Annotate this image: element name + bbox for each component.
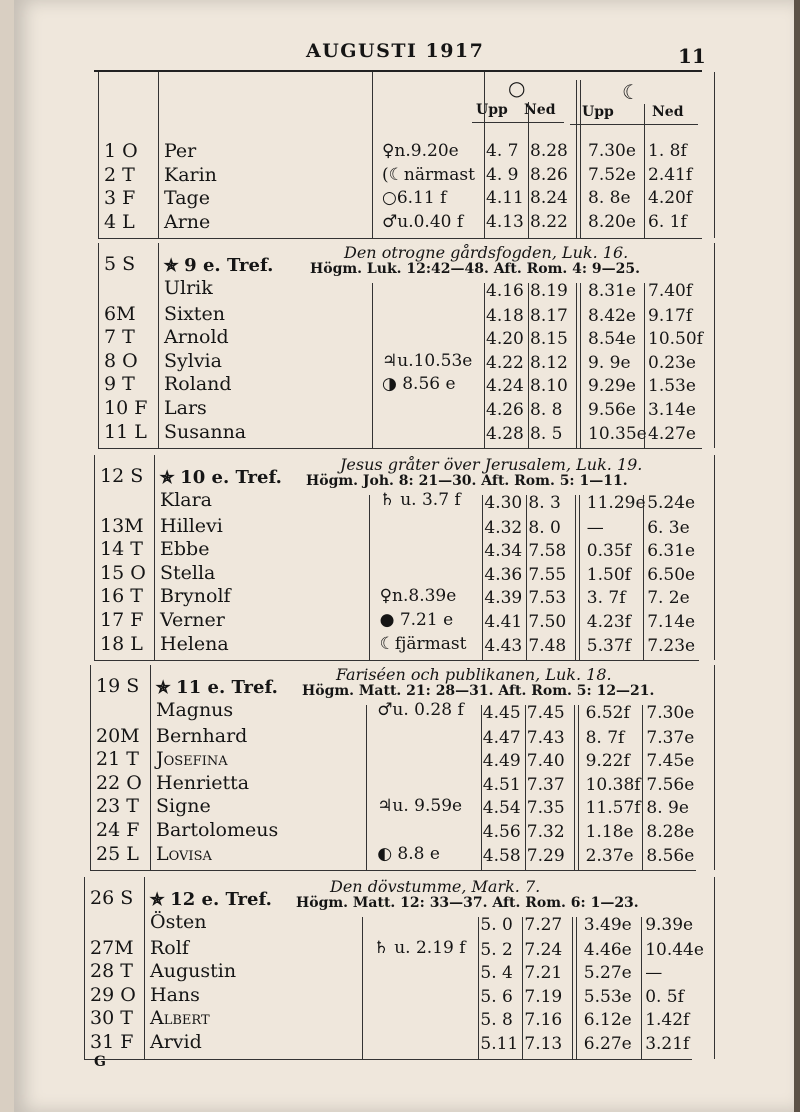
sun-rise: 4.24 <box>486 376 524 397</box>
day-date: 23 T <box>96 795 139 818</box>
week-rule <box>90 870 696 871</box>
moon-rise: 10.38f <box>585 774 641 795</box>
sun-set: 7.16 <box>524 1010 563 1031</box>
moon-set: 10.50f <box>648 329 703 350</box>
moon-rise: 8.31e <box>588 281 636 301</box>
sunday-label-text: 11 e. Tref. <box>176 677 278 698</box>
sunday-date: 12 S <box>100 465 144 487</box>
astro-note: ◑ 8.56 e <box>382 374 456 395</box>
sun-rise: 4.32 <box>484 517 523 538</box>
week-gospel-title: Den otrogne gårdsfogden, Luk. 16. <box>344 243 629 262</box>
name-day: Roland <box>164 373 232 396</box>
name-day: Albert <box>150 1007 210 1030</box>
name-day: Bartolomeus <box>156 819 279 841</box>
name-day: Arne <box>164 210 211 233</box>
moon-rise: 7.52e <box>588 164 636 185</box>
moon-set: 5.24e <box>647 493 696 513</box>
sunday-label <box>160 467 282 488</box>
day-date: 13M <box>100 514 144 537</box>
sunday-label <box>156 677 278 698</box>
name-day: Rolf <box>150 936 189 959</box>
right-border <box>714 243 715 448</box>
almanac-page <box>14 0 794 1112</box>
moon-rise: 5.27e <box>583 963 632 984</box>
moon-rise: 3. 7f <box>586 588 626 609</box>
name-day: Brynolf <box>160 585 231 608</box>
moon-set: — <box>645 963 663 984</box>
moon-rise: 1.18e <box>585 822 634 842</box>
sunday-label-text: 9 e. Tref. <box>184 255 274 276</box>
moon-set: 7.14e <box>647 612 696 632</box>
sun-mid-divider <box>528 283 529 448</box>
moon-set: 8. 9e <box>646 798 689 819</box>
day-date: 1 O <box>104 140 138 162</box>
name-day: Östen <box>150 911 207 933</box>
note-divider <box>372 72 373 238</box>
name-day: Hans <box>150 983 200 1006</box>
name-day: Magnus <box>156 699 234 721</box>
sun-rise: 5. 8 <box>480 1010 513 1031</box>
sunday-date: 19 S <box>96 675 140 697</box>
sun-up-header: Upp <box>476 102 508 118</box>
moon-divider-double <box>580 283 581 448</box>
footer-mark: G <box>94 1054 106 1070</box>
sun-set: 8.22 <box>530 211 568 232</box>
page-number: 11 <box>678 44 706 68</box>
sun-rise: 4. 9 <box>486 164 519 185</box>
moon-set: 1. 8f <box>648 141 687 161</box>
name-day: Hillevi <box>160 514 223 537</box>
moon-rise: 8.42e <box>588 305 636 326</box>
sun-set: 7.43 <box>526 727 565 748</box>
sun-set: 8.12 <box>530 352 568 373</box>
sun-set: 7.13 <box>524 1034 563 1054</box>
left-border <box>84 877 85 1059</box>
moon-divider <box>572 917 573 1059</box>
moon-rise: 9.29e <box>588 376 636 397</box>
moon-set: 9.17f <box>648 305 693 326</box>
sun-rise: 4.34 <box>484 541 523 562</box>
sun-down-header: Ned <box>524 102 556 118</box>
day-date: 21 T <box>96 748 139 771</box>
sun-rise: 4.41 <box>484 612 523 632</box>
date-name-divider <box>158 72 159 238</box>
moon-rise: 2.37e <box>585 845 634 866</box>
name-day: Per <box>164 140 197 162</box>
table-top-rule <box>94 70 702 72</box>
sun-rise: 4.49 <box>482 751 521 772</box>
moon-rise: 10.35e <box>588 423 647 444</box>
name-day: Lars <box>164 397 207 419</box>
moon-rise: 8.54e <box>588 329 636 350</box>
sun-set: 7.27 <box>524 915 563 935</box>
date-name-divider <box>154 455 155 660</box>
name-day: Tage <box>164 187 210 210</box>
moon-rise: 4.23f <box>586 612 631 632</box>
day-date: 25 L <box>96 842 139 865</box>
moon-set: 7.56e <box>646 774 695 795</box>
sun-set: 7.50 <box>528 612 567 632</box>
left-border <box>94 455 95 660</box>
week-readings: Högm. Matt. 21: 28—31. Aft. Rom. 5: 12—21. <box>302 683 655 699</box>
sun-rise: 4.20 <box>486 329 524 350</box>
moon-set: 6.31e <box>647 541 696 562</box>
moon-mid-divider <box>641 917 642 1059</box>
moon-set: 7.45e <box>646 751 695 772</box>
name-day: Henrietta <box>156 771 250 794</box>
sun-rise: 4.22 <box>486 352 524 373</box>
moon-set: 0.23e <box>648 352 696 373</box>
moon-set: 8.28e <box>646 822 695 842</box>
left-border <box>98 243 99 448</box>
astro-note: ♀n.9.20e <box>382 141 459 161</box>
sun-set: 7.58 <box>528 541 567 562</box>
day-date: 30 T <box>90 1007 133 1030</box>
right-border <box>714 665 715 870</box>
name-day: Ebbe <box>160 538 210 561</box>
sun-rise: 4.36 <box>484 564 523 585</box>
sun-set: 8. 8 <box>530 400 563 420</box>
name-day: Bernhard <box>156 724 248 747</box>
sun-set: 8.28 <box>530 141 568 161</box>
day-date: 10 F <box>104 397 148 419</box>
page-title: AUGUSTI 1917 <box>306 40 485 62</box>
sun-set: 7.53 <box>528 588 567 609</box>
sun-mid-divider <box>528 102 529 238</box>
moon-set: 6.50e <box>647 564 696 585</box>
sunday-date: 26 S <box>90 887 134 909</box>
astro-note: ♃u. 9.59e <box>377 796 463 817</box>
sun-rise: 4.51 <box>482 774 521 795</box>
sun-set: 7.35 <box>526 798 565 819</box>
moon-rise: 11.57f <box>585 798 641 819</box>
left-border <box>98 72 99 238</box>
moon-set: 6. 3e <box>647 517 690 538</box>
moon-rise: 9.56e <box>588 400 636 420</box>
sun-set: 8. 3 <box>528 493 561 513</box>
sun-set: 7.19 <box>524 986 563 1007</box>
sun-divider <box>482 495 483 660</box>
sun-rise: 4.18 <box>486 305 524 326</box>
astro-note: ☾fjärmast <box>379 633 467 654</box>
moon-down-header: Ned <box>652 104 684 120</box>
sunday-label-text: 10 e. Tref. <box>180 467 282 488</box>
moon-rise: 1.50f <box>586 564 631 585</box>
moon-set: 1.53e <box>648 376 696 397</box>
moon-rise: 6.52f <box>585 703 630 723</box>
day-date: 6M <box>104 302 136 325</box>
astro-note: ♄ u. 2.19 f <box>373 937 466 958</box>
moon-rise: 8. 8e <box>588 188 631 209</box>
star-icon: ✯ <box>156 678 177 698</box>
name-day: Sylvia <box>164 349 222 372</box>
day-date: 3 F <box>104 187 136 210</box>
sun-set: 7.29 <box>526 845 565 866</box>
day-date: 14 T <box>100 538 143 561</box>
day-date: 18 L <box>100 632 143 655</box>
moon-set: 1.42f <box>645 1010 690 1031</box>
sun-header-rule <box>472 122 564 123</box>
moon-mid-divider <box>643 495 644 660</box>
sun-mid-divider <box>522 917 523 1059</box>
sun-set: 8. 5 <box>530 423 563 444</box>
sun-rise: 5. 6 <box>480 986 513 1007</box>
day-date: 28 T <box>90 960 133 983</box>
astro-note: ♃u.10.53e <box>382 350 473 371</box>
astro-note: ● 7.21 e <box>379 610 454 630</box>
moon-set: 4.20f <box>648 188 693 209</box>
name-day: Stella <box>160 561 216 584</box>
moon-set: 9.39e <box>645 915 694 935</box>
page-edge <box>0 0 14 1112</box>
day-date: 15 O <box>100 561 146 584</box>
sun-rise: 4.45 <box>482 703 521 723</box>
sun-rise: 4.30 <box>484 493 523 513</box>
name-day: Susanna <box>164 420 247 443</box>
week-rule <box>94 660 699 661</box>
week-readings: Högm. Matt. 12: 33—37. Aft. Rom. 6: 1—23. <box>296 895 639 911</box>
star-icon: ✯ <box>160 468 181 488</box>
moon-divider <box>576 283 577 448</box>
moon-divider <box>576 80 577 238</box>
day-date: 4 L <box>104 210 135 233</box>
moon-rise: 4.46e <box>583 939 632 960</box>
sun-set: 8.17 <box>530 305 568 326</box>
sun-divider <box>484 72 485 238</box>
note-divider <box>372 283 373 448</box>
moon-set: 7.23e <box>647 635 696 656</box>
note-divider <box>366 705 367 870</box>
sun-set: 8.19 <box>530 281 568 301</box>
moon-set: 3.14e <box>648 400 696 420</box>
sun-set: 7.45 <box>526 703 565 723</box>
day-date: 8 O <box>104 349 138 372</box>
name-day: Karin <box>164 163 217 186</box>
sun-set: 7.48 <box>528 635 567 656</box>
week-rule <box>98 238 702 239</box>
moon-rise: 6.12e <box>583 1010 632 1031</box>
sun-rise: 4.13 <box>486 211 524 232</box>
day-date: 29 O <box>90 983 136 1006</box>
day-date: 22 O <box>96 771 142 794</box>
name-day: Klara <box>160 489 213 511</box>
moon-mid-divider <box>642 705 643 870</box>
astro-note: ♂u.0.40 f <box>382 211 464 232</box>
sun-rise: 4. 7 <box>486 141 519 161</box>
name-day: Augustin <box>150 960 237 983</box>
moon-rise: — <box>586 517 604 538</box>
moon-rise: 8.20e <box>588 211 636 232</box>
moon-rise: 8. 7f <box>585 727 625 748</box>
moon-divider <box>575 495 576 660</box>
sun-icon: ○ <box>508 76 526 100</box>
day-date: 27M <box>90 936 134 959</box>
moon-header-rule <box>570 124 698 125</box>
sun-rise: 4.28 <box>486 423 524 444</box>
sun-rise: 4.54 <box>482 798 521 819</box>
right-border <box>714 72 715 238</box>
moon-rise: 6.27e <box>583 1034 632 1054</box>
day-date: 31 F <box>90 1031 134 1053</box>
moon-up-header: Upp <box>582 104 614 120</box>
star-icon: ✯ <box>164 256 185 276</box>
sun-divider <box>478 917 479 1059</box>
moon-rise: 9.22f <box>585 751 630 772</box>
note-divider <box>369 495 370 660</box>
sun-set: 8.15 <box>530 329 568 350</box>
astro-note: ○6.11 f <box>382 188 447 209</box>
sun-rise: 4.58 <box>482 845 521 866</box>
name-day: Josefina <box>156 748 228 771</box>
astro-note: (☾närmast <box>382 164 475 185</box>
moon-rise: 7.30e <box>588 141 636 161</box>
moon-set: 8.56e <box>646 845 695 866</box>
right-border <box>714 455 715 660</box>
moon-set: 4.27e <box>648 423 696 444</box>
day-date: 24 F <box>96 819 140 841</box>
sun-rise: 5. 2 <box>480 939 513 960</box>
sun-set: 7.24 <box>524 939 563 960</box>
name-day: Signe <box>156 795 211 818</box>
moon-set: 0. 5f <box>645 986 684 1007</box>
sun-rise: 5. 0 <box>480 915 513 935</box>
sun-rise: 4.26 <box>486 400 524 420</box>
sunday-label <box>164 255 273 276</box>
moon-icon: ☾ <box>622 80 640 104</box>
moon-divider <box>574 705 575 870</box>
sunday-label-text: 12 e. Tref. <box>170 889 272 910</box>
day-date: 2 T <box>104 163 135 186</box>
sun-set: 8.10 <box>530 376 568 397</box>
sun-set: 7.37 <box>526 774 565 795</box>
sun-rise: 5.11 <box>480 1034 519 1054</box>
sun-set: 7.21 <box>524 963 563 984</box>
moon-set: 7.37e <box>646 727 695 748</box>
sun-set: 8. 0 <box>528 517 561 538</box>
sun-rise: 4.16 <box>486 281 524 301</box>
sun-set: 8.24 <box>530 188 568 209</box>
sun-divider <box>481 705 482 870</box>
moon-divider-double <box>578 705 579 870</box>
astro-note: ◐ 8.8 e <box>377 843 440 864</box>
name-day: Lovisa <box>156 842 212 865</box>
name-day: Verner <box>160 609 225 631</box>
sun-set: 7.32 <box>526 822 565 842</box>
moon-set: 2.41f <box>648 164 693 185</box>
week-gospel-title: Den dövstumme, Mark. 7. <box>330 877 541 896</box>
week-rule <box>84 1059 692 1060</box>
right-border <box>714 877 715 1059</box>
moon-set: 6. 1f <box>648 211 687 232</box>
week-gospel-title: Fariséen och publikanen, Luk. 18. <box>336 665 612 684</box>
left-border <box>90 665 91 870</box>
moon-divider-double <box>579 495 580 660</box>
sun-set: 7.55 <box>528 564 567 585</box>
moon-rise: 9. 9e <box>588 352 631 373</box>
moon-mid-divider <box>644 104 645 238</box>
date-name-divider <box>158 243 159 448</box>
moon-rise: 5.37f <box>586 635 631 656</box>
moon-rise: 11.29e <box>586 493 646 513</box>
astro-note: ♂u. 0.28 f <box>377 700 464 720</box>
week-readings: Högm. Joh. 8: 21—30. Aft. Rom. 5: 1—11. <box>306 473 628 489</box>
moon-rise: 3.49e <box>583 915 632 935</box>
moon-set: 3.21f <box>645 1034 690 1054</box>
moon-set: 7. 2e <box>647 588 690 609</box>
week-gospel-title: Jesus gråter över Jerusalem, Luk. 19. <box>340 455 643 474</box>
sun-rise: 4.39 <box>484 588 523 609</box>
day-date: 11 L <box>104 420 147 443</box>
moon-set: 7.40f <box>648 281 693 301</box>
date-name-divider <box>150 665 151 870</box>
moon-divider-double <box>576 917 577 1059</box>
name-day: Sixten <box>164 302 225 325</box>
sun-set: 7.40 <box>526 751 565 772</box>
date-name-divider <box>144 877 145 1059</box>
day-date: 7 T <box>104 326 135 349</box>
moon-set: 10.44e <box>645 939 704 960</box>
sun-divider <box>484 283 485 448</box>
sun-rise: 4.56 <box>482 822 521 842</box>
day-date: 17 F <box>100 609 144 631</box>
sun-mid-divider <box>525 705 526 870</box>
sun-rise: 4.47 <box>482 727 521 748</box>
star-icon: ✯ <box>150 890 171 910</box>
note-divider <box>362 917 363 1059</box>
week-readings: Högm. Luk. 12:42—48. Aft. Rom. 4: 9—25. <box>310 261 641 277</box>
name-day: Arvid <box>150 1031 202 1053</box>
day-date: 9 T <box>104 373 135 396</box>
moon-set: 7.30e <box>646 703 695 723</box>
sun-rise: 4.43 <box>484 635 523 656</box>
name-day: Ulrik <box>164 277 213 299</box>
sun-set: 8.26 <box>530 164 568 185</box>
name-day: Helena <box>160 632 229 655</box>
day-date: 20M <box>96 724 140 747</box>
astro-note: ♀n.8.39e <box>379 586 457 607</box>
day-date: 16 T <box>100 585 143 608</box>
sun-rise: 4.11 <box>486 188 524 209</box>
moon-divider-double <box>580 80 581 238</box>
sun-rise: 5. 4 <box>480 963 513 984</box>
sun-mid-divider <box>526 495 527 660</box>
week-rule <box>98 448 702 449</box>
astro-note: ♄ u. 3.7 f <box>379 490 461 510</box>
moon-rise: 5.53e <box>583 986 632 1007</box>
moon-rise: 0.35f <box>586 541 631 562</box>
sunday-label <box>150 889 272 910</box>
name-day: Arnold <box>164 326 229 349</box>
sunday-date: 5 S <box>104 253 136 275</box>
